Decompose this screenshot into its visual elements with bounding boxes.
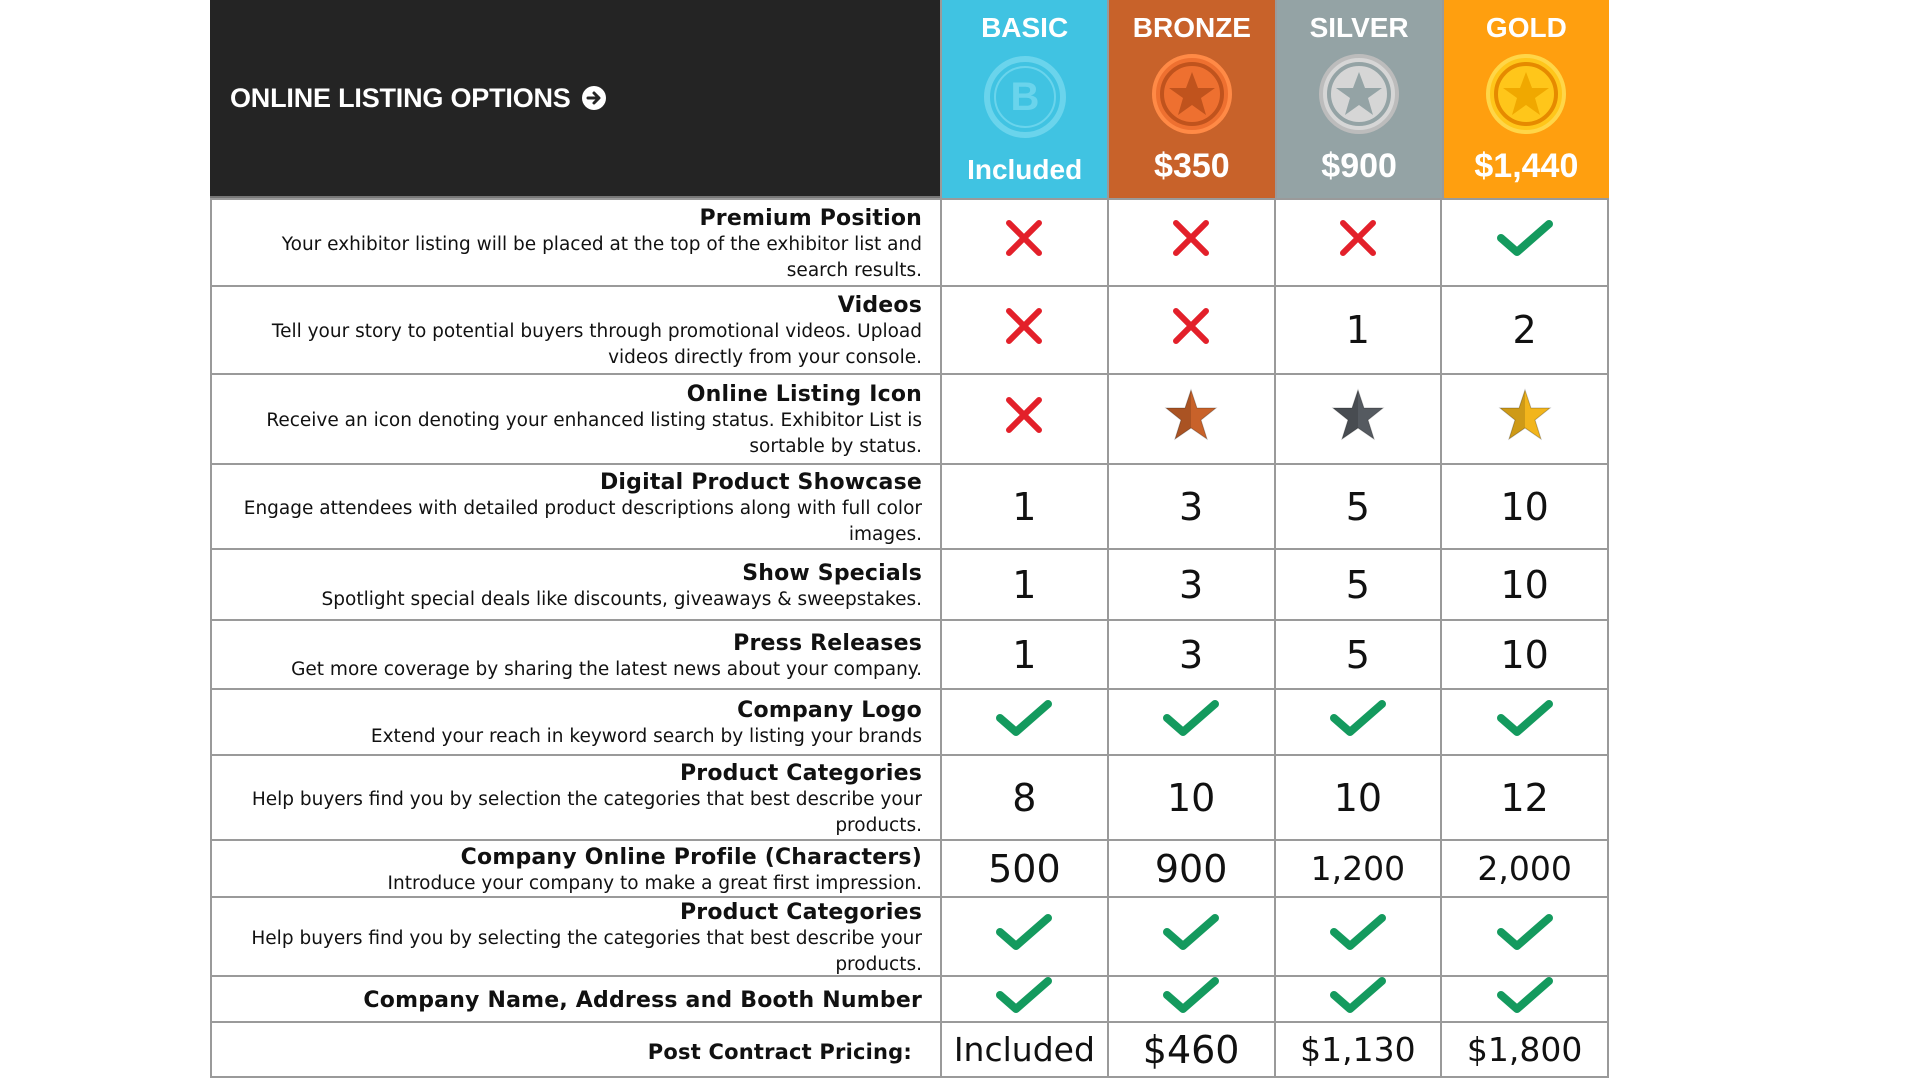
feature-title: Company Name, Address and Booth Number [363,988,922,1013]
feature-cell [210,1023,940,1076]
check-mark-icon [996,912,1052,961]
gold-star-badge-icon [1484,52,1568,140]
tier-value-cell [1440,1023,1609,1076]
tier-value-cell [1440,375,1609,463]
feature-title: Online Listing Icon [686,382,922,407]
tier-value-cell [1440,287,1609,373]
feature-description: Get more coverage by sharing the latest news about your company. [291,658,922,680]
table-row [210,896,1609,975]
tier-value-cell [940,200,1107,285]
check-mark-icon [1330,912,1386,961]
feature-title: Product Categories [679,760,922,786]
tier-value-cell [1274,1023,1441,1076]
tier-value: 2,000 [1477,849,1572,888]
table-row [210,548,1609,619]
tier-basic-header [940,0,1107,198]
feature-description: Your exhibitor listing will be placed at the top of the exhibitor list and search results. [281,233,922,281]
listing-options-table [210,0,1609,1078]
feature-title: Videos [837,293,922,318]
page-title: ONLINE LISTING OPTIONS [230,82,571,113]
tier-value: 3 [1179,562,1204,607]
tier-value-cell [1440,756,1609,839]
tier-value-cell [1274,621,1441,688]
tier-value-cell [1440,465,1609,548]
check-mark-icon [1330,698,1386,747]
table-row [210,754,1609,839]
check-mark-icon [996,975,1052,1024]
tier-value-cell [1107,977,1274,1021]
tier-value-cell [1274,756,1441,839]
feature-cell [210,200,940,285]
check-mark-icon [996,698,1052,747]
tier-value: 10 [1500,562,1549,607]
tier-value: 1 [1012,632,1037,677]
check-mark-icon [1330,975,1386,1024]
tier-value-cell [1107,465,1274,548]
tier-value-cell [1274,375,1441,463]
table-header [210,0,1609,198]
feature-cell [210,287,940,373]
table-row [210,1021,1609,1078]
feature-description: Engage attendees with detailed product descriptions along with full color images. [243,497,922,545]
feature-description: Extend your reach in keyword search by listing your brands [370,726,922,747]
x-mark-icon [1004,218,1044,267]
check-mark-icon [1163,698,1219,747]
table-row [210,688,1609,754]
tier-value-cell [1107,841,1274,896]
tier-value: 5 [1345,562,1370,607]
tier-value-cell [1274,841,1441,896]
tier-value: 3 [1179,484,1204,529]
tier-silver-header [1275,0,1442,198]
feature-description: Tell your story to potential buyers through promotional videos. Upload videos directly from your console. [271,321,922,368]
tier-value-cell [1107,756,1274,839]
tier-value: 10 [1500,484,1549,529]
tier-value-cell [1107,690,1274,754]
tier-value-cell [1440,841,1609,896]
feature-rows [210,198,1609,1078]
silver-star-badge-icon [1317,52,1401,140]
tier-value-cell [1274,690,1441,754]
tier-value: 2 [1512,308,1537,352]
x-mark-icon [1004,395,1044,444]
tier-value-cell [1274,465,1441,548]
feature-cell [210,465,940,548]
tier-name: BRONZE [1132,12,1251,43]
tier-value: 1 [1012,562,1037,607]
tier-value-cell [1440,977,1609,1021]
tier-price: $350 [1154,147,1230,185]
feature-description: Spotlight special deals like discounts, giveaways & sweepstakes. [321,588,922,610]
tier-value: 8 [1012,775,1037,820]
arrow-circle-right-icon [581,85,607,111]
svg-text:B: B [1010,75,1040,119]
tier-gold-header [1442,0,1609,198]
tier-price: $1,440 [1474,147,1579,185]
tier-value-cell [1274,898,1441,975]
tier-value-cell [940,756,1107,839]
table-row [210,463,1609,548]
tier-value: $460 [1142,1027,1240,1072]
table-row [210,839,1609,896]
tier-value-cell [1274,200,1441,285]
x-mark-icon [1338,218,1378,267]
check-mark-icon [1497,975,1553,1024]
tier-value-cell [1107,621,1274,688]
x-mark-icon [1171,306,1211,355]
x-mark-icon [1004,306,1044,355]
tier-value: 5 [1345,632,1370,677]
tier-value-cell [1107,1023,1274,1076]
tier-value: 12 [1500,775,1549,820]
tier-value-cell [940,690,1107,754]
table-row [210,198,1609,285]
bronze-star-badge-icon [1150,52,1234,140]
tier-value-cell [940,287,1107,373]
table-row [210,285,1609,373]
feature-description: Help buyers find you by selection the categories that best describe your products. [251,788,922,836]
tier-value: $1,130 [1300,1030,1416,1069]
feature-title: Post Contract Pricing: [647,1039,912,1064]
tier-price: $900 [1321,147,1397,185]
feature-title: Digital Product Showcase [599,469,922,495]
tier-bronze-header [1107,0,1274,198]
feature-cell [210,621,940,688]
tier-value: 3 [1179,632,1204,677]
tier-price: Included [967,154,1083,185]
letter-b-badge-icon [983,55,1067,143]
feature-cell [210,977,940,1021]
feature-title: Premium Position [699,205,922,231]
tier-value-cell [1107,287,1274,373]
tier-name: SILVER [1309,12,1409,43]
tier-value-cell [1107,550,1274,619]
check-mark-icon [1497,698,1553,747]
table-row [210,373,1609,463]
tier-value-cell [1107,200,1274,285]
tier-value: 10 [1166,775,1216,820]
tier-value: 1 [1345,308,1370,352]
feature-description: Introduce your company to make a great first impression. [387,872,922,894]
tier-value: $1,800 [1466,1030,1583,1069]
feature-description: Help buyers find you by selecting the categories that best describe your products. [251,927,922,975]
feature-description: Receive an icon denoting your enhanced listing status. Exhibitor List is sortable by status. [266,410,922,457]
feature-cell [210,841,940,896]
tier-value: 900 [1154,846,1228,891]
feature-cell [210,690,940,754]
tier-value: 10 [1333,775,1383,820]
tier-value-cell [940,550,1107,619]
tier-value-cell [1274,977,1441,1021]
tier-value: 1,200 [1310,849,1406,888]
bronze-star-icon [1164,388,1218,451]
table-row [210,619,1609,688]
feature-title: Company Online Profile (Characters) [460,844,922,870]
tier-value-cell [940,1023,1107,1076]
gold-star-icon [1498,388,1552,451]
feature-title: Product Categories [679,899,922,925]
header-title-cell [210,0,940,198]
tier-value-cell [1440,200,1609,285]
tier-value-cell [1440,898,1609,975]
table-row [210,975,1609,1021]
tier-value-cell [1107,375,1274,463]
tier-value: Included [953,1030,1095,1069]
tier-name: GOLD [1485,12,1567,43]
feature-cell [210,375,940,463]
tier-value-cell [1274,550,1441,619]
feature-title: Company Logo [737,698,922,723]
x-mark-icon [1171,218,1211,267]
tier-value-cell [940,375,1107,463]
tier-value-cell [940,898,1107,975]
tier-value-cell [1274,287,1441,373]
feature-title: Press Releases [733,630,922,656]
feature-cell [210,756,940,839]
tier-value: 10 [1500,632,1549,677]
tier-value-cell [1440,690,1609,754]
silver-star-icon [1331,388,1385,451]
feature-title: Show Specials [742,560,922,586]
check-mark-icon [1163,912,1219,961]
tier-value: 500 [988,846,1061,891]
check-mark-icon [1163,975,1219,1024]
tier-value-cell [940,621,1107,688]
tier-value-cell [1440,621,1609,688]
feature-cell [210,550,940,619]
tier-value-cell [940,977,1107,1021]
check-mark-icon [1497,218,1553,267]
tier-value: 5 [1345,484,1370,529]
feature-cell [210,898,940,975]
tier-value-cell [940,841,1107,896]
tier-value-cell [940,465,1107,548]
tier-value-cell [1440,550,1609,619]
tier-value-cell [1107,898,1274,975]
tier-value: 1 [1012,484,1037,529]
check-mark-icon [1497,912,1553,961]
tier-name: BASIC [981,12,1069,43]
